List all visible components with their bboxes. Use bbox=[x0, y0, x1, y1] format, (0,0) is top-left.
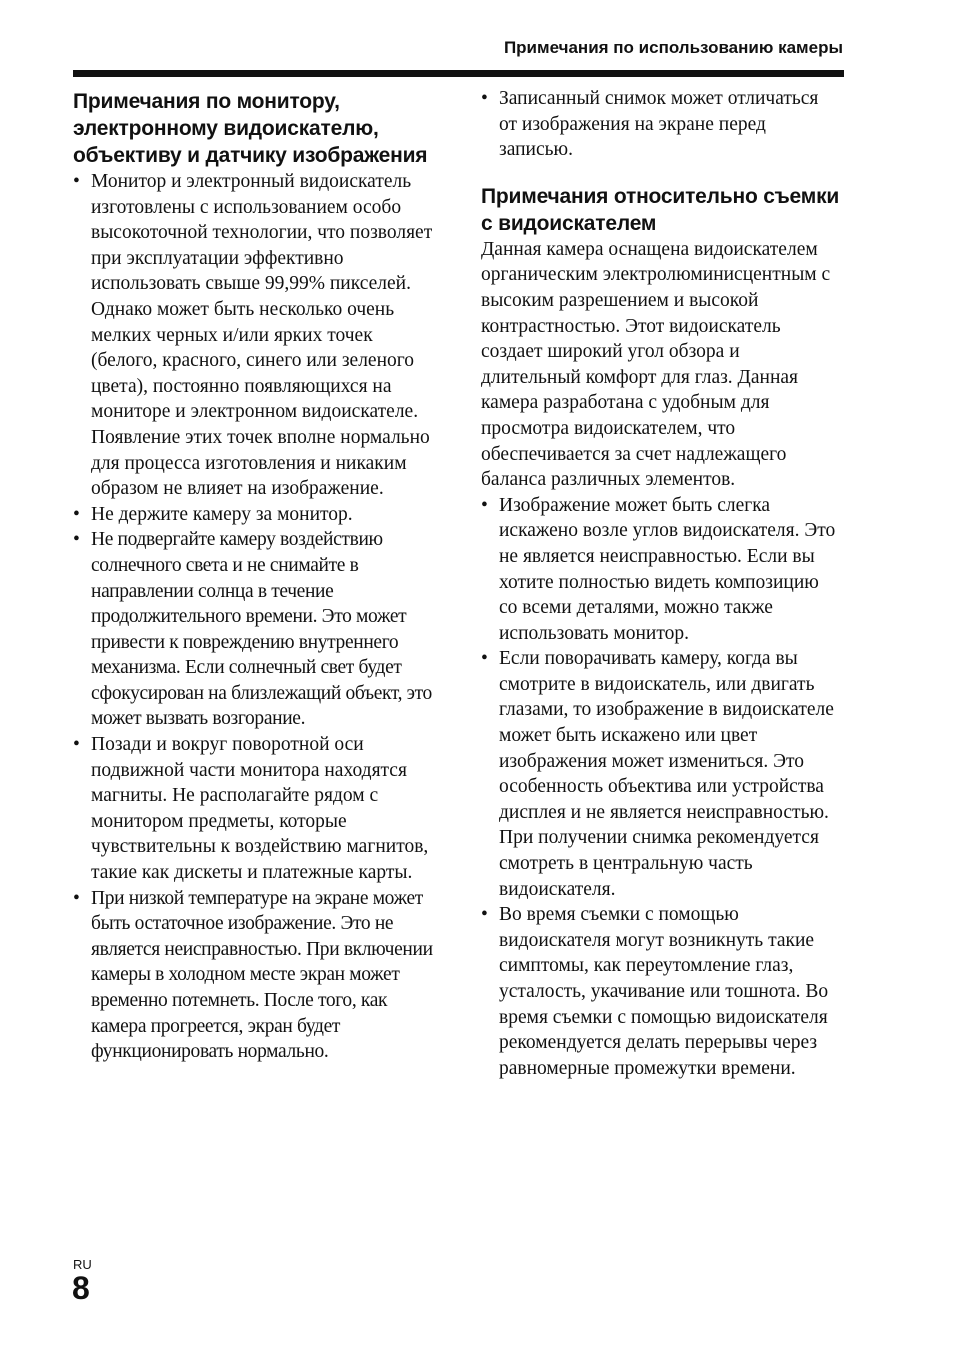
list-item: • Если поворачивать камеру, когда вы смотрите в видоискатель, или двигать глазами, то изображение в видоискателе может быть искажено или цвет изображения может измениться. Это особенность объектива или устройства дисплея и не является неисправностью. При получении снимка рекомендуется смотреть в центральную часть видоискателя. bbox=[481, 646, 841, 902]
language-code: RU bbox=[73, 1257, 92, 1272]
list-item: • Не подвергайте камеру воздействию солнечного света и не снимайте в направлении солнца в течение продолжительного времени. Это может привести к повреждению внутреннего механизма. Если солнечный свет будет сфокусирован на близлежащий объект, это может вызвать возгорание. bbox=[73, 527, 438, 732]
viewfinder-notes-heading: Примечания относительно съемки с видоискателем bbox=[481, 184, 840, 235]
list-item: • Изображение может быть слегка искажено возле углов видоискателя. Это не является неисправностью. Если вы хотите полностью видеть композицию со всеми деталями, можно также использовать монитор. bbox=[481, 493, 841, 647]
viewfinder-intro-paragraph: Данная камера оснащена видоискателем органическим электролюминисцентным с высоким разрешением и высокой контрастностью. Этот видоискатель создает широкий угол обзора и длительный комфорт для глаз. Данная камера разработана с удобным для просмотра видоискателем, что обеспечивается за счет надлежащего баланса различных элементов. bbox=[481, 238, 831, 491]
list-item: • Позади и вокруг поворотной оси подвижной части монитора находятся магниты. Не располагайте рядом с монитором предметы, которые чувствительны к воздействию магнитов, такие как дискеты и платежные карты. bbox=[73, 732, 438, 886]
page-number: 8 bbox=[72, 1270, 90, 1306]
continued-notes-list bbox=[481, 86, 841, 163]
monitor-notes-heading: Примечания по монитору, электронному видоискателю, объективу и датчику изображения bbox=[73, 90, 428, 167]
viewfinder-notes-list bbox=[481, 493, 841, 1082]
left-column bbox=[73, 88, 438, 1065]
list-item: • Записанный снимок может отличаться от изображения на экране перед записью. bbox=[481, 86, 841, 163]
list-item: • При низкой температуре на экране может быть остаточное изображение. Это не является неисправностью. При включении камеры в холодном месте экран может временно потемнеть. После того, как камера прогреется, экран будет функционировать нормально. bbox=[73, 886, 438, 1065]
header-rule bbox=[73, 70, 844, 77]
right-column bbox=[481, 86, 841, 1081]
list-item: • Не держите камеру за монитор. bbox=[73, 502, 438, 528]
list-item: • Монитор и электронный видоискатель изготовлены с использованием особо высокоточной технологии, что позволяет при эксплуатации эффективно использовать свыше 99,99% пикселей. Однако может быть несколько очень мелких черных и/или ярких точек (белого, красного, синего или зеленого цвета), постоянно появляющихся на мониторе и электронном видоискателе. Появление этих точек вполне нормально для процесса изготовления и никаким образом не влияет на изображение. bbox=[73, 169, 438, 502]
running-header: Примечания по использованию камеры bbox=[503, 38, 843, 57]
list-item: • Во время съемки с помощью видоискателя могут возникнуть такие симптомы, как переутомление глаз, усталость, укачивание или тошнота. Во время съемки с помощью видоискателя рекомендуется делать перерывы через равномерные промежутки времени. bbox=[481, 902, 841, 1081]
monitor-notes-list bbox=[73, 169, 438, 1065]
